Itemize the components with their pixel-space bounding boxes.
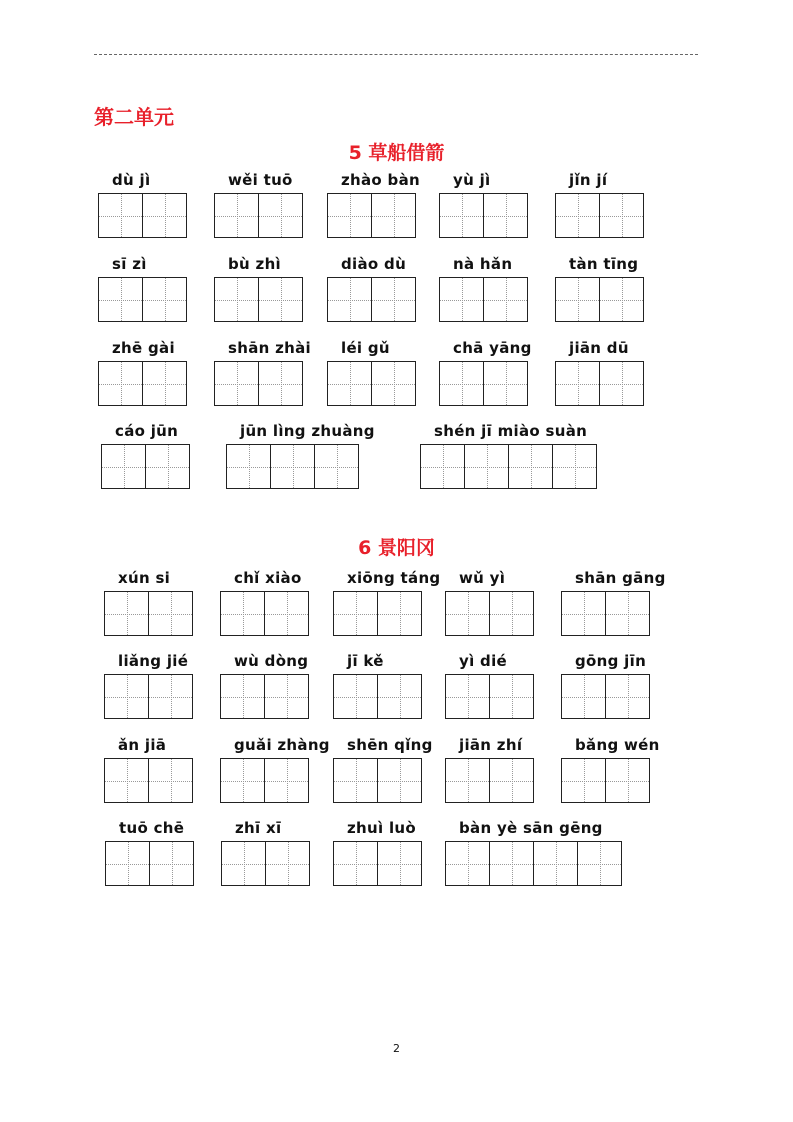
writing-cell[interactable] <box>333 758 378 803</box>
tianzige-grid <box>327 193 416 238</box>
pinyin-label: shén jī miào suàn <box>434 422 588 440</box>
pinyin-label: wǔ yì <box>459 569 506 587</box>
tianzige-grid <box>214 361 303 406</box>
pinyin-label: zhào bàn <box>341 171 420 189</box>
tianzige-grid <box>561 674 650 719</box>
writing-cell[interactable] <box>264 591 309 636</box>
pinyin-label: bǎng wén <box>575 736 660 754</box>
writing-cell[interactable] <box>220 674 265 719</box>
pinyin-label: shān zhài <box>228 339 312 357</box>
tianzige-grid <box>555 193 644 238</box>
writing-cell[interactable] <box>483 193 528 238</box>
writing-cell[interactable] <box>420 444 465 489</box>
writing-cell[interactable] <box>377 591 422 636</box>
writing-cell[interactable] <box>104 674 149 719</box>
tianzige-grid <box>105 841 194 886</box>
writing-cell[interactable] <box>226 444 271 489</box>
writing-cell[interactable] <box>464 444 509 489</box>
tianzige-grid <box>333 758 422 803</box>
writing-cell[interactable] <box>265 841 310 886</box>
writing-cell[interactable] <box>220 591 265 636</box>
writing-cell[interactable] <box>314 444 359 489</box>
pinyin-label: yù jì <box>453 171 491 189</box>
unit-title: 第二单元 <box>94 105 174 129</box>
pinyin-label: jī kě <box>347 652 384 670</box>
pinyin-label: zhī xī <box>235 819 282 837</box>
writing-cell[interactable] <box>439 193 484 238</box>
header-divider <box>94 54 698 55</box>
tianzige-grid <box>445 758 534 803</box>
pinyin-label: wù dòng <box>234 652 309 670</box>
tianzige-grid <box>445 674 534 719</box>
pinyin-label: jūn lìng zhuàng <box>240 422 375 440</box>
writing-cell[interactable] <box>221 841 266 886</box>
pinyin-label: dù jì <box>112 171 151 189</box>
writing-cell[interactable] <box>605 591 650 636</box>
pinyin-label: jǐn jí <box>569 171 608 189</box>
tianzige-grid <box>327 361 416 406</box>
tianzige-grid <box>555 277 644 322</box>
tianzige-grid <box>98 277 187 322</box>
writing-cell[interactable] <box>264 674 309 719</box>
pinyin-label: shān gāng <box>575 569 666 587</box>
writing-cell[interactable] <box>98 277 143 322</box>
writing-cell[interactable] <box>214 361 259 406</box>
writing-cell[interactable] <box>371 193 416 238</box>
tianzige-grid <box>445 841 622 886</box>
writing-cell[interactable] <box>214 277 259 322</box>
writing-cell[interactable] <box>445 591 490 636</box>
tianzige-grid <box>104 758 193 803</box>
pinyin-label: zhuì luò <box>347 819 416 837</box>
writing-cell[interactable] <box>327 193 372 238</box>
tianzige-grid <box>214 277 303 322</box>
pinyin-label: chǐ xiào <box>234 569 302 587</box>
writing-cell[interactable] <box>98 361 143 406</box>
pinyin-label: bù zhì <box>228 255 281 273</box>
writing-cell[interactable] <box>561 591 606 636</box>
pinyin-label: chā yāng <box>453 339 532 357</box>
writing-cell[interactable] <box>445 758 490 803</box>
writing-cell[interactable] <box>377 841 422 886</box>
pinyin-label: nà hǎn <box>453 255 513 273</box>
writing-cell[interactable] <box>577 841 622 886</box>
writing-cell[interactable] <box>148 591 193 636</box>
writing-cell[interactable] <box>552 444 597 489</box>
tianzige-grid <box>104 591 193 636</box>
writing-cell[interactable] <box>599 361 644 406</box>
pinyin-label: sī zì <box>112 255 147 273</box>
writing-cell[interactable] <box>104 758 149 803</box>
pinyin-label: tàn tīng <box>569 255 639 273</box>
pinyin-label: gōng jīn <box>575 652 647 670</box>
pinyin-label: wěi tuō <box>228 171 293 189</box>
writing-cell[interactable] <box>561 758 606 803</box>
tianzige-grid <box>220 674 309 719</box>
writing-cell[interactable] <box>333 841 378 886</box>
tianzige-grid <box>98 193 187 238</box>
pinyin-label: guǎi zhàng <box>234 736 330 754</box>
pinyin-label: léi gǔ <box>341 339 390 357</box>
tianzige-grid <box>561 758 650 803</box>
writing-cell[interactable] <box>371 361 416 406</box>
pinyin-label: liǎng jié <box>118 652 189 670</box>
tianzige-grid <box>98 361 187 406</box>
writing-cell[interactable] <box>98 193 143 238</box>
tianzige-grid <box>555 361 644 406</box>
writing-cell[interactable] <box>489 674 534 719</box>
pinyin-label: yì dié <box>459 652 507 670</box>
writing-cell[interactable] <box>555 193 600 238</box>
tianzige-grid <box>333 674 422 719</box>
tianzige-grid <box>439 361 528 406</box>
writing-cell[interactable] <box>555 361 600 406</box>
writing-cell[interactable] <box>104 591 149 636</box>
writing-cell[interactable] <box>555 277 600 322</box>
writing-cell[interactable] <box>605 674 650 719</box>
pinyin-label: cáo jūn <box>115 422 179 440</box>
writing-cell[interactable] <box>371 277 416 322</box>
tianzige-grid <box>101 444 190 489</box>
writing-cell[interactable] <box>483 361 528 406</box>
tianzige-grid <box>561 591 650 636</box>
writing-cell[interactable] <box>258 193 303 238</box>
writing-cell[interactable] <box>101 444 146 489</box>
writing-cell[interactable] <box>599 193 644 238</box>
writing-cell[interactable] <box>214 193 259 238</box>
writing-cell[interactable] <box>605 758 650 803</box>
writing-cell[interactable] <box>489 841 534 886</box>
writing-cell[interactable] <box>258 277 303 322</box>
lesson-title-6: 6 景阳冈 <box>358 537 435 559</box>
writing-cell[interactable] <box>149 841 194 886</box>
pinyin-label: tuō chē <box>119 819 185 837</box>
writing-cell[interactable] <box>142 193 187 238</box>
writing-cell[interactable] <box>599 277 644 322</box>
writing-cell[interactable] <box>148 758 193 803</box>
tianzige-grid <box>104 674 193 719</box>
pinyin-label: jiān dū <box>569 339 629 357</box>
writing-cell[interactable] <box>148 674 193 719</box>
tianzige-grid <box>420 444 597 489</box>
lesson-title-5: 5 草船借箭 <box>348 142 445 164</box>
pinyin-label: xiōng táng <box>347 569 441 587</box>
writing-cell[interactable] <box>270 444 315 489</box>
pinyin-label: bàn yè sān gēng <box>459 819 603 837</box>
writing-cell[interactable] <box>142 277 187 322</box>
writing-cell[interactable] <box>489 591 534 636</box>
tianzige-grid <box>226 444 359 489</box>
writing-cell[interactable] <box>333 591 378 636</box>
tianzige-grid <box>221 841 310 886</box>
writing-cell[interactable] <box>327 361 372 406</box>
writing-cell[interactable] <box>561 674 606 719</box>
tianzige-grid <box>220 758 309 803</box>
writing-cell[interactable] <box>489 758 534 803</box>
pinyin-label: shēn qǐng <box>347 736 433 754</box>
writing-cell[interactable] <box>439 361 484 406</box>
tianzige-grid <box>439 193 528 238</box>
pinyin-label: diào dù <box>341 255 407 273</box>
page-number: 2 <box>393 1042 400 1055</box>
writing-cell[interactable] <box>377 674 422 719</box>
pinyin-label: ǎn jiā <box>118 736 167 754</box>
writing-cell[interactable] <box>258 361 303 406</box>
writing-cell[interactable] <box>220 758 265 803</box>
tianzige-grid <box>445 591 534 636</box>
pinyin-label: jiān zhí <box>459 736 523 754</box>
writing-cell[interactable] <box>508 444 553 489</box>
writing-cell[interactable] <box>445 841 490 886</box>
writing-cell[interactable] <box>145 444 190 489</box>
writing-cell[interactable] <box>264 758 309 803</box>
pinyin-label: zhē gài <box>112 339 175 357</box>
tianzige-grid <box>327 277 416 322</box>
tianzige-grid <box>333 591 422 636</box>
writing-cell[interactable] <box>439 277 484 322</box>
writing-cell[interactable] <box>445 674 490 719</box>
tianzige-grid <box>220 591 309 636</box>
writing-cell[interactable] <box>327 277 372 322</box>
tianzige-grid <box>214 193 303 238</box>
writing-cell[interactable] <box>377 758 422 803</box>
writing-cell[interactable] <box>142 361 187 406</box>
writing-cell[interactable] <box>483 277 528 322</box>
tianzige-grid <box>333 841 422 886</box>
writing-cell[interactable] <box>533 841 578 886</box>
writing-cell[interactable] <box>105 841 150 886</box>
writing-cell[interactable] <box>333 674 378 719</box>
tianzige-grid <box>439 277 528 322</box>
pinyin-label: xún si <box>118 569 171 587</box>
